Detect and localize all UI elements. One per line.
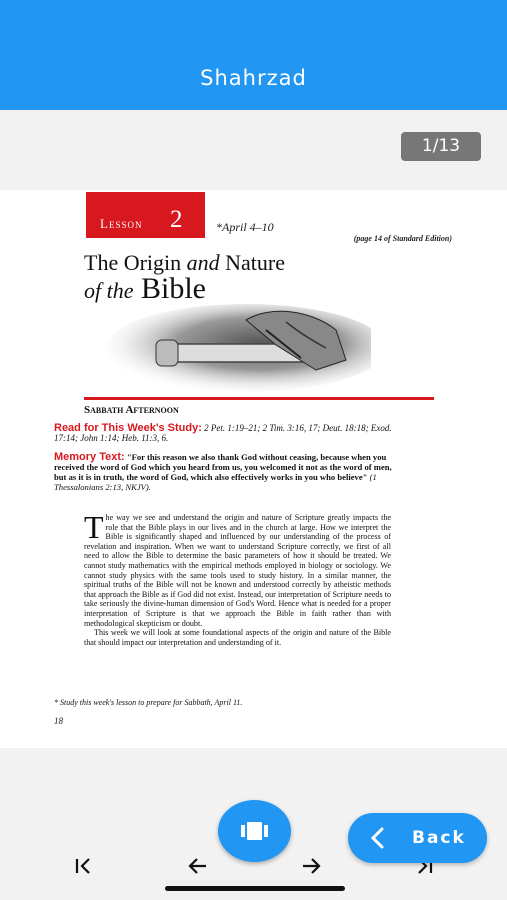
back-button[interactable] — [348, 813, 487, 863]
title-part: Bible — [133, 272, 206, 305]
app-title: Shahrzad — [200, 66, 307, 90]
memory-text — [54, 452, 394, 492]
app-bar — [0, 0, 507, 110]
section-heading: Sabbath Afternoon — [84, 404, 179, 416]
page-number: 18 — [54, 716, 63, 726]
lesson-number: 2 — [170, 206, 183, 233]
memory-label: Memory Text: — [54, 451, 125, 463]
title-part: of the — [84, 278, 134, 303]
page-indicator: 1/13 — [401, 132, 481, 161]
footnote: * Study this week's lesson to prepare for Sabbath, April 11. — [54, 698, 243, 707]
next-page-icon[interactable] — [298, 853, 324, 879]
title-part: The Origin — [84, 250, 187, 275]
body-paragraph: This week we will look at some foundational aspects of the origin and nature of the Bible that should impact our interpretation and understanding of it. — [84, 628, 391, 647]
title-part: Nature — [219, 250, 286, 275]
document-page[interactable] — [0, 190, 507, 748]
reading-list — [54, 423, 394, 443]
first-page-icon[interactable] — [70, 853, 96, 879]
view-mode-button[interactable] — [218, 800, 291, 862]
memory-reference: (1 Thessalonians 2:13, NKJV). — [54, 472, 377, 492]
lesson-label: Lesson — [100, 216, 143, 231]
home-indicator[interactable] — [165, 886, 345, 891]
scroll-illustration — [96, 300, 371, 392]
previous-page-icon[interactable] — [185, 853, 211, 879]
lesson-body — [84, 509, 391, 647]
lesson-banner — [86, 192, 205, 238]
body-paragraph: he way we see and understand the origin and nature of Scripture greatly impacts the role that the Bible plays in our lives and in the church at large. How we interpret the Bible is significantly shaped and influenced by our understanding of the process of revelation and inspiration. When we want to understand Scripture correctly, we first of all need to allow the Bible to determine the basic parameters of how it should be treated. We cannot study mathematics with the empirical methods employed in biology or sociology. We cannot study physics with the same tools used to study history. In a similar manner, the spiritual truths of the Bible will not be known and understood correctly by atheistic methods that approach the Bible as if God did not exist. Instead, our interpretation of Scripture needs to take seriously the divine-human dimension of God's Word. Hence what is needed for a proper interpretation of Scripture is that we approach the Bible in faith rather than with methodological skepticism or doubt. — [84, 513, 391, 628]
memory-verse: "For this reason we also thank God without ceasing, because when you received the word of God which you heard from us, you welcomed it not as the word of men, but as it is in truth, the word of God, which also effectively works in you who believe" — [54, 452, 392, 482]
book-view-icon — [241, 822, 268, 840]
title-part: and — [186, 250, 220, 275]
drop-cap: T — [84, 509, 104, 545]
chevron-left-icon — [370, 827, 384, 849]
read-label: Read for This Week's Study: — [54, 422, 202, 434]
read-references: 2 Pet. 1:19–21; 2 Tim. 3:16, 17; Deut. 18:18; Exod. 17:14; John 1:14; Heb. 11:3, 6. — [54, 423, 392, 443]
lesson-dates: *April 4–10 — [216, 220, 274, 234]
divider — [84, 397, 434, 400]
edition-note: (page 14 of Standard Edition) — [353, 234, 452, 243]
back-label: Back — [412, 828, 466, 848]
